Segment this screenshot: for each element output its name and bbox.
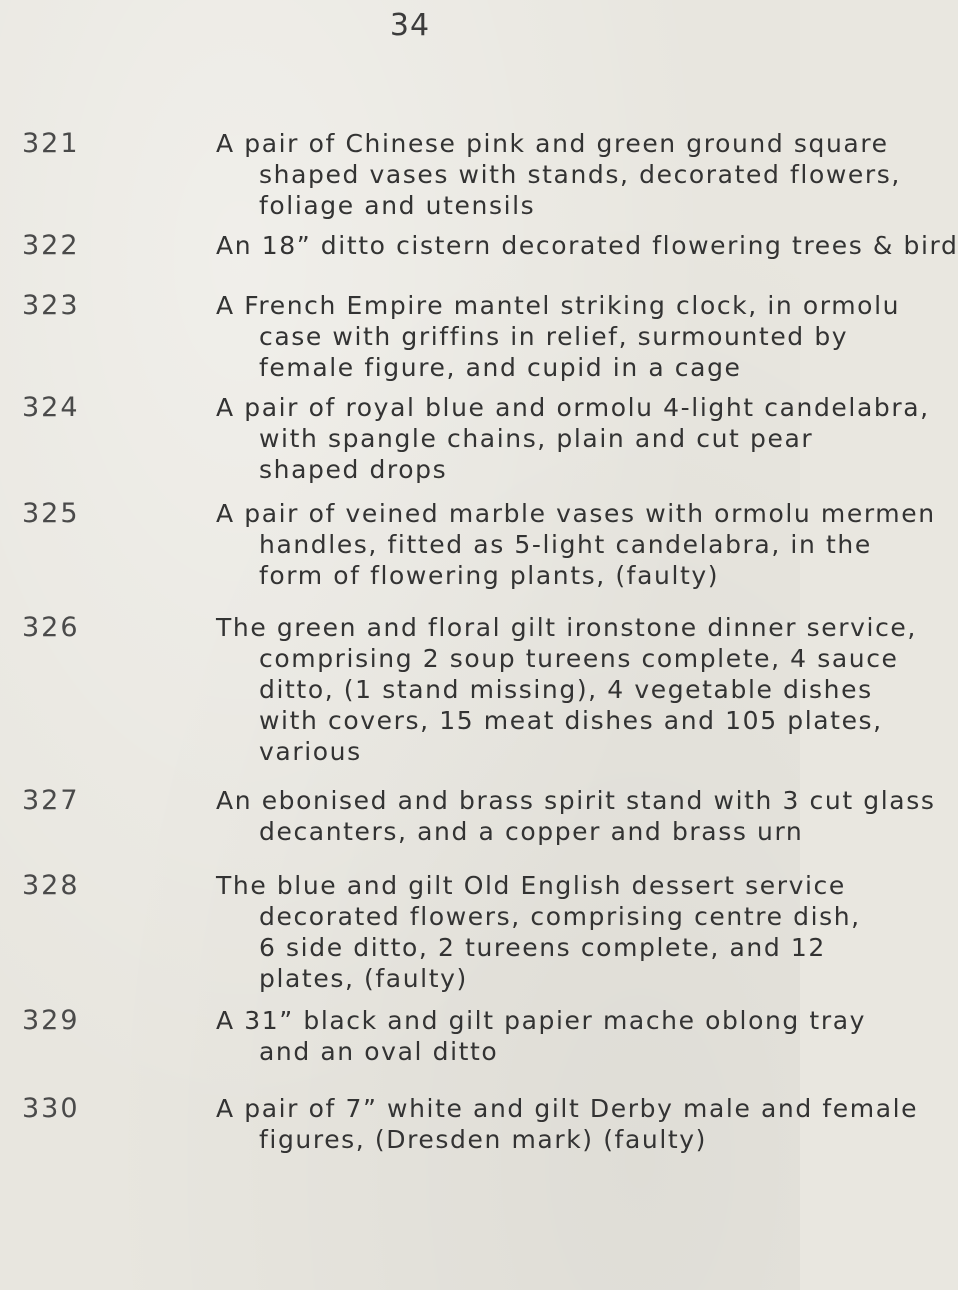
lot-description-line: with spangle chains, plain and cut pear — [259, 424, 814, 453]
lot-number: 330 — [22, 1093, 80, 1124]
lot-description — [216, 870, 861, 994]
lot-description-line: A pair of Chinese pink and green ground square — [216, 129, 889, 158]
lot-description — [216, 392, 930, 485]
lot-description — [216, 498, 936, 591]
lot-description-line: decorated flowers, comprising centre dish, — [259, 902, 861, 931]
lot-description-line: shaped drops — [259, 455, 448, 484]
lot-description-line: figures, (Dresden mark) (faulty) — [259, 1125, 708, 1154]
lot-number: 325 — [22, 498, 80, 529]
lot-description-line: An 18” ditto cistern decorated flowering trees & bird — [216, 231, 958, 260]
lot-description-line: A pair of 7” white and gilt Derby male and female — [216, 1094, 919, 1123]
lot-description-line: various — [259, 737, 362, 766]
lot-number: 324 — [22, 392, 80, 423]
lot-description — [216, 1005, 867, 1067]
lot-number: 323 — [22, 290, 80, 321]
lot-description-line: ditto, (1 stand missing), 4 vegetable dishes — [259, 675, 873, 704]
lot-number: 322 — [22, 230, 80, 261]
lot-description-line: case with griffins in relief, surmounted by — [259, 322, 849, 351]
lot-description-line: An ebonised and brass spirit stand with 3 cut glass — [216, 786, 936, 815]
lot-description-line: plates, (faulty) — [259, 964, 468, 993]
lot-number: 328 — [22, 870, 80, 901]
lot-description-line: foliage and utensils — [259, 191, 536, 220]
lot-description — [216, 785, 936, 847]
page-number: 34 — [389, 8, 431, 43]
lot-description — [216, 1093, 919, 1155]
lot-description-line: A 31” black and gilt papier mache oblong tray — [216, 1006, 867, 1035]
lot-description-line: shaped vases with stands, decorated flowers, — [259, 160, 901, 189]
lot-description-line: comprising 2 soup tureens complete, 4 sauce — [259, 644, 899, 673]
lot-description-line: handles, fitted as 5-light candelabra, in the — [259, 530, 872, 559]
lot-description-line: A French Empire mantel striking clock, in ormolu — [216, 291, 901, 320]
lot-number: 327 — [22, 785, 80, 816]
lot-number: 326 — [22, 612, 80, 643]
lot-description — [216, 230, 958, 261]
lot-description — [216, 290, 901, 383]
lot-description-line: The blue and gilt Old English dessert service — [216, 871, 846, 900]
lot-description-line: with covers, 15 meat dishes and 105 plates, — [259, 706, 883, 735]
lot-description-line: 6 side ditto, 2 tureens complete, and 12 — [259, 933, 826, 962]
lot-description-line: form of flowering plants, (faulty) — [259, 561, 720, 590]
lot-number: 329 — [22, 1005, 80, 1036]
lot-description-line: A pair of royal blue and ormolu 4-light candelabra, — [216, 393, 930, 422]
lot-description-line: female figure, and cupid in a cage — [259, 353, 742, 382]
lot-description-line: A pair of veined marble vases with ormolu mermen — [216, 499, 936, 528]
lot-description — [216, 128, 901, 221]
lot-number: 321 — [22, 128, 80, 159]
lot-description-line: decanters, and a copper and brass urn — [259, 817, 804, 846]
lot-description-line: and an oval ditto — [259, 1037, 499, 1066]
lot-description-line: The green and floral gilt ironstone dinner service, — [216, 613, 917, 642]
lot-description — [216, 612, 917, 767]
